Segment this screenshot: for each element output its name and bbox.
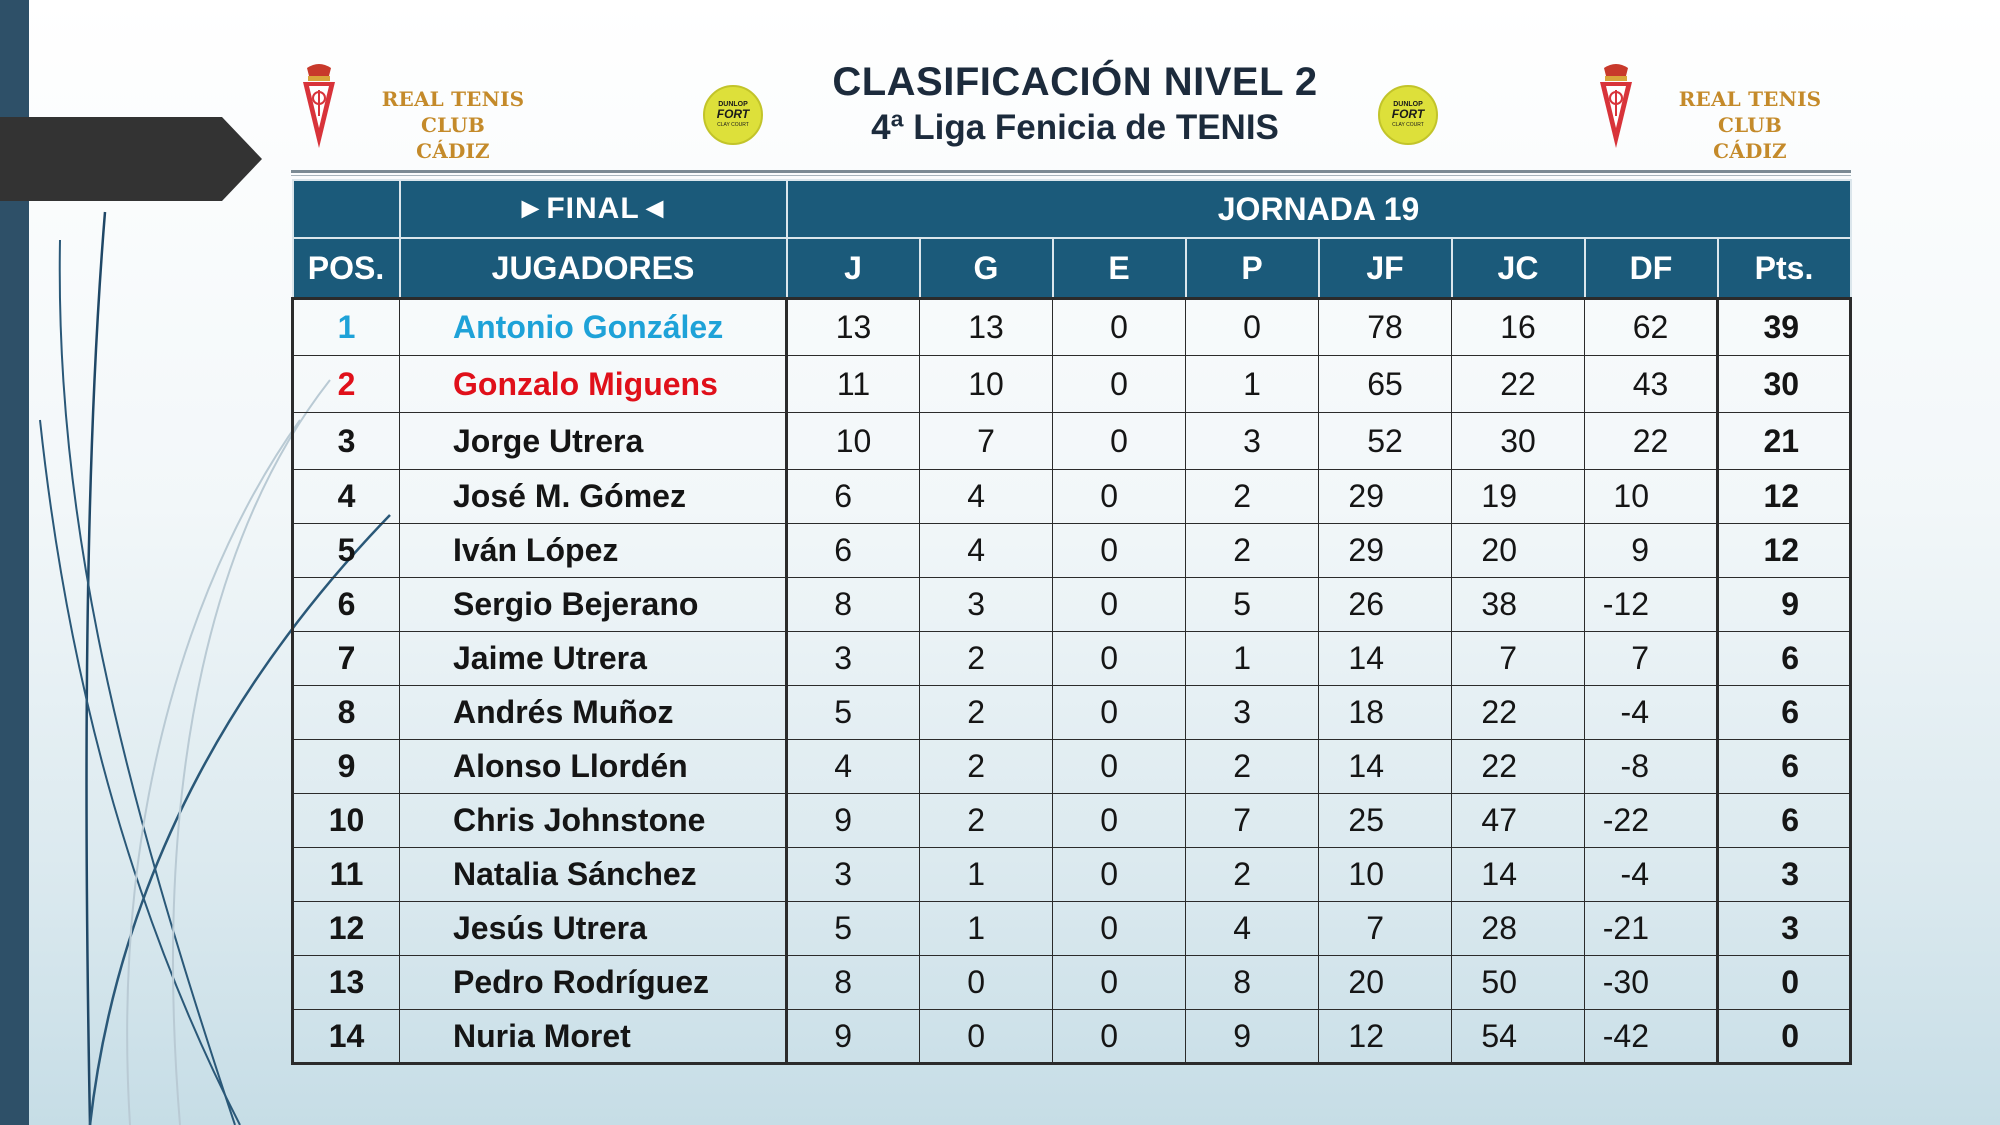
stat-cell-g: 2: [920, 632, 1053, 686]
stat-cell-g: 4: [920, 524, 1053, 578]
stat-cell-p: 1: [1186, 632, 1319, 686]
points-cell: 21: [1718, 413, 1851, 470]
svg-text:DUNLOP: DUNLOP: [718, 101, 748, 108]
stat-cell-e: 0: [1053, 413, 1186, 470]
stage-label: ►FINAL◄: [400, 180, 787, 238]
position-cell: 14: [293, 1010, 400, 1064]
position-cell: 6: [293, 578, 400, 632]
stat-cell-jf: 29: [1319, 524, 1452, 578]
stat-cell-j: 5: [787, 686, 920, 740]
stat-cell-e: 0: [1053, 740, 1186, 794]
page-title: CLASIFICACIÓN NIVEL 2: [832, 60, 1318, 104]
player-name-cell: Sergio Bejerano: [400, 578, 787, 632]
stat-cell-p: 4: [1186, 902, 1319, 956]
table-row: [293, 524, 1851, 578]
points-cell: 3: [1718, 902, 1851, 956]
position-cell: 1: [293, 299, 400, 356]
table-row: [293, 356, 1851, 413]
stat-cell-j: 8: [787, 956, 920, 1010]
stat-cell-g: 13: [920, 299, 1053, 356]
stat-cell-j: 8: [787, 578, 920, 632]
stat-cell-e: 0: [1053, 956, 1186, 1010]
position-cell: 12: [293, 902, 400, 956]
stat-cell-df: 22: [1585, 413, 1718, 470]
svg-text:FORT: FORT: [716, 107, 750, 121]
stat-cell-p: 3: [1186, 686, 1319, 740]
points-cell: 6: [1718, 686, 1851, 740]
stat-cell-jf: 65: [1319, 356, 1452, 413]
points-cell: 12: [1718, 524, 1851, 578]
table-header-columns: [293, 238, 1851, 299]
column-header-players: JUGADORES: [400, 238, 787, 299]
stat-cell-j: 3: [787, 632, 920, 686]
stat-cell-df: 62: [1585, 299, 1718, 356]
stat-cell-p: 0: [1186, 299, 1319, 356]
stat-cell-jc: 30: [1452, 413, 1585, 470]
svg-text:DUNLOP: DUNLOP: [1393, 101, 1423, 108]
column-header-jf: JF: [1319, 238, 1452, 299]
position-cell: 13: [293, 956, 400, 1010]
points-cell: 0: [1718, 956, 1851, 1010]
stat-cell-p: 2: [1186, 848, 1319, 902]
column-header-pts: Pts.: [1718, 238, 1851, 299]
title-divider: [291, 170, 1851, 173]
stat-cell-p: 8: [1186, 956, 1319, 1010]
club-name-line1: REAL TENIS CLUB: [1678, 87, 1822, 137]
stat-cell-j: 4: [787, 740, 920, 794]
table-row: [293, 902, 1851, 956]
stat-cell-g: 3: [920, 578, 1053, 632]
table-row: [293, 470, 1851, 524]
table-row: [293, 299, 1851, 356]
stat-cell-jf: 52: [1319, 413, 1452, 470]
stat-cell-p: 7: [1186, 794, 1319, 848]
stat-cell-e: 0: [1053, 1010, 1186, 1064]
stat-cell-j: 3: [787, 848, 920, 902]
stat-cell-jf: 25: [1319, 794, 1452, 848]
stat-cell-jc: 28: [1452, 902, 1585, 956]
stat-cell-j: 10: [787, 413, 920, 470]
player-name-cell: Andrés Muñoz: [400, 686, 787, 740]
stat-cell-g: 1: [920, 848, 1053, 902]
points-cell: 6: [1718, 794, 1851, 848]
stat-cell-df: -30: [1585, 956, 1718, 1010]
stat-cell-e: 0: [1053, 299, 1186, 356]
points-cell: 6: [1718, 632, 1851, 686]
stat-cell-j: 5: [787, 902, 920, 956]
stat-cell-jf: 78: [1319, 299, 1452, 356]
stat-cell-jf: 26: [1319, 578, 1452, 632]
page-title-block: [760, 58, 1390, 150]
table-row: [293, 740, 1851, 794]
player-name-cell: José M. Gómez: [400, 470, 787, 524]
stat-cell-g: 10: [920, 356, 1053, 413]
club-name-line2: CÁDIZ: [416, 139, 490, 163]
stat-cell-p: 5: [1186, 578, 1319, 632]
svg-text:FORT: FORT: [1391, 107, 1425, 121]
points-cell: 0: [1718, 1010, 1851, 1064]
stat-cell-jc: 22: [1452, 740, 1585, 794]
stat-cell-e: 0: [1053, 794, 1186, 848]
stat-cell-df: -4: [1585, 848, 1718, 902]
stat-cell-e: 0: [1053, 686, 1186, 740]
stat-cell-e: 0: [1053, 632, 1186, 686]
player-name-cell: Gonzalo Miguens: [400, 356, 787, 413]
points-cell: 12: [1718, 470, 1851, 524]
tennis-ball-icon: [1377, 84, 1439, 146]
table-row: [293, 686, 1851, 740]
stat-cell-jf: 18: [1319, 686, 1452, 740]
stat-cell-j: 11: [787, 356, 920, 413]
points-cell: 39: [1718, 299, 1851, 356]
stat-cell-jc: 19: [1452, 470, 1585, 524]
table-row: [293, 413, 1851, 470]
stat-cell-df: -21: [1585, 902, 1718, 956]
table-row: [293, 956, 1851, 1010]
column-header-p: P: [1186, 238, 1319, 299]
header-blank-cell: [293, 180, 400, 238]
column-header-pos: POS.: [293, 238, 400, 299]
stat-cell-j: 9: [787, 794, 920, 848]
player-name-cell: Jaime Utrera: [400, 632, 787, 686]
table-row: [293, 1010, 1851, 1064]
stat-cell-jc: 20: [1452, 524, 1585, 578]
stat-cell-df: -22: [1585, 794, 1718, 848]
stat-cell-jf: 20: [1319, 956, 1452, 1010]
club-logo-left: [295, 60, 555, 163]
stat-cell-e: 0: [1053, 356, 1186, 413]
table-row: [293, 848, 1851, 902]
stat-cell-jc: 14: [1452, 848, 1585, 902]
position-cell: 2: [293, 356, 400, 413]
table-row: [293, 794, 1851, 848]
table-row: [293, 578, 1851, 632]
stat-cell-df: 7: [1585, 632, 1718, 686]
position-cell: 9: [293, 740, 400, 794]
column-header-df: DF: [1585, 238, 1718, 299]
stat-cell-e: 0: [1053, 848, 1186, 902]
stat-cell-j: 9: [787, 1010, 920, 1064]
position-cell: 5: [293, 524, 400, 578]
points-cell: 30: [1718, 356, 1851, 413]
stat-cell-p: 2: [1186, 740, 1319, 794]
position-cell: 10: [293, 794, 400, 848]
player-name-cell: Pedro Rodríguez: [400, 956, 787, 1010]
position-cell: 7: [293, 632, 400, 686]
stat-cell-g: 2: [920, 740, 1053, 794]
player-name-cell: Chris Johnstone: [400, 794, 787, 848]
club-name-line1: REAL TENIS CLUB: [381, 87, 525, 137]
stat-cell-df: 9: [1585, 524, 1718, 578]
stat-cell-df: -8: [1585, 740, 1718, 794]
standings-table: [291, 179, 1852, 1065]
page-subtitle: 4ª Liga Fenicia de TENIS: [871, 108, 1279, 147]
svg-text:CLAY COURT: CLAY COURT: [717, 122, 749, 128]
stat-cell-g: 0: [920, 956, 1053, 1010]
position-cell: 3: [293, 413, 400, 470]
stat-cell-df: -4: [1585, 686, 1718, 740]
stat-cell-jc: 22: [1452, 356, 1585, 413]
stat-cell-p: 2: [1186, 524, 1319, 578]
stat-cell-p: 1: [1186, 356, 1319, 413]
club-crest-icon: [299, 62, 339, 150]
tennis-ball-icon: [702, 84, 764, 146]
arrow-banner: [0, 117, 262, 201]
stat-cell-jf: 14: [1319, 632, 1452, 686]
column-header-g: G: [920, 238, 1053, 299]
club-logo-right: [1592, 60, 1852, 163]
stat-cell-jf: 10: [1319, 848, 1452, 902]
points-cell: 6: [1718, 740, 1851, 794]
player-name-cell: Jesús Utrera: [400, 902, 787, 956]
stat-cell-jc: 47: [1452, 794, 1585, 848]
stat-cell-g: 4: [920, 470, 1053, 524]
player-name-cell: Natalia Sánchez: [400, 848, 787, 902]
stat-cell-df: 43: [1585, 356, 1718, 413]
stat-cell-df: -12: [1585, 578, 1718, 632]
stat-cell-g: 0: [920, 1010, 1053, 1064]
stat-cell-g: 2: [920, 686, 1053, 740]
stat-cell-jf: 7: [1319, 902, 1452, 956]
position-cell: 8: [293, 686, 400, 740]
stat-cell-g: 7: [920, 413, 1053, 470]
points-cell: 9: [1718, 578, 1851, 632]
stat-cell-p: 2: [1186, 470, 1319, 524]
player-name-cell: Antonio González: [400, 299, 787, 356]
stat-cell-jc: 38: [1452, 578, 1585, 632]
position-cell: 4: [293, 470, 400, 524]
player-name-cell: Alonso Llordén: [400, 740, 787, 794]
player-name-cell: Iván López: [400, 524, 787, 578]
stat-cell-p: 9: [1186, 1010, 1319, 1064]
stat-cell-g: 1: [920, 902, 1053, 956]
stat-cell-j: 6: [787, 470, 920, 524]
player-name-cell: Nuria Moret: [400, 1010, 787, 1064]
player-name-cell: Jorge Utrera: [400, 413, 787, 470]
stat-cell-df: -42: [1585, 1010, 1718, 1064]
stat-cell-jf: 14: [1319, 740, 1452, 794]
stat-cell-jf: 12: [1319, 1010, 1452, 1064]
stat-cell-jc: 16: [1452, 299, 1585, 356]
stat-cell-e: 0: [1053, 578, 1186, 632]
points-cell: 3: [1718, 848, 1851, 902]
stat-cell-g: 2: [920, 794, 1053, 848]
column-header-j: J: [787, 238, 920, 299]
position-cell: 11: [293, 848, 400, 902]
stat-cell-jc: 50: [1452, 956, 1585, 1010]
stat-cell-e: 0: [1053, 902, 1186, 956]
table-row: [293, 632, 1851, 686]
stat-cell-jf: 29: [1319, 470, 1452, 524]
stat-cell-e: 0: [1053, 524, 1186, 578]
stat-cell-df: 10: [1585, 470, 1718, 524]
stat-cell-jc: 22: [1452, 686, 1585, 740]
column-header-e: E: [1053, 238, 1186, 299]
round-label: JORNADA 19: [787, 180, 1851, 238]
club-name-line2: CÁDIZ: [1713, 139, 1787, 163]
title-divider-thin: [291, 175, 1851, 176]
stat-cell-e: 0: [1053, 470, 1186, 524]
stat-cell-j: 6: [787, 524, 920, 578]
club-crest-icon: [1596, 62, 1636, 150]
column-header-jc: JC: [1452, 238, 1585, 299]
stat-cell-p: 3: [1186, 413, 1319, 470]
stat-cell-j: 13: [787, 299, 920, 356]
stat-cell-jc: 7: [1452, 632, 1585, 686]
stat-cell-jc: 54: [1452, 1010, 1585, 1064]
table-header-top: [293, 180, 1851, 238]
standings-rows: [293, 299, 1851, 1064]
svg-text:CLAY COURT: CLAY COURT: [1392, 122, 1424, 128]
